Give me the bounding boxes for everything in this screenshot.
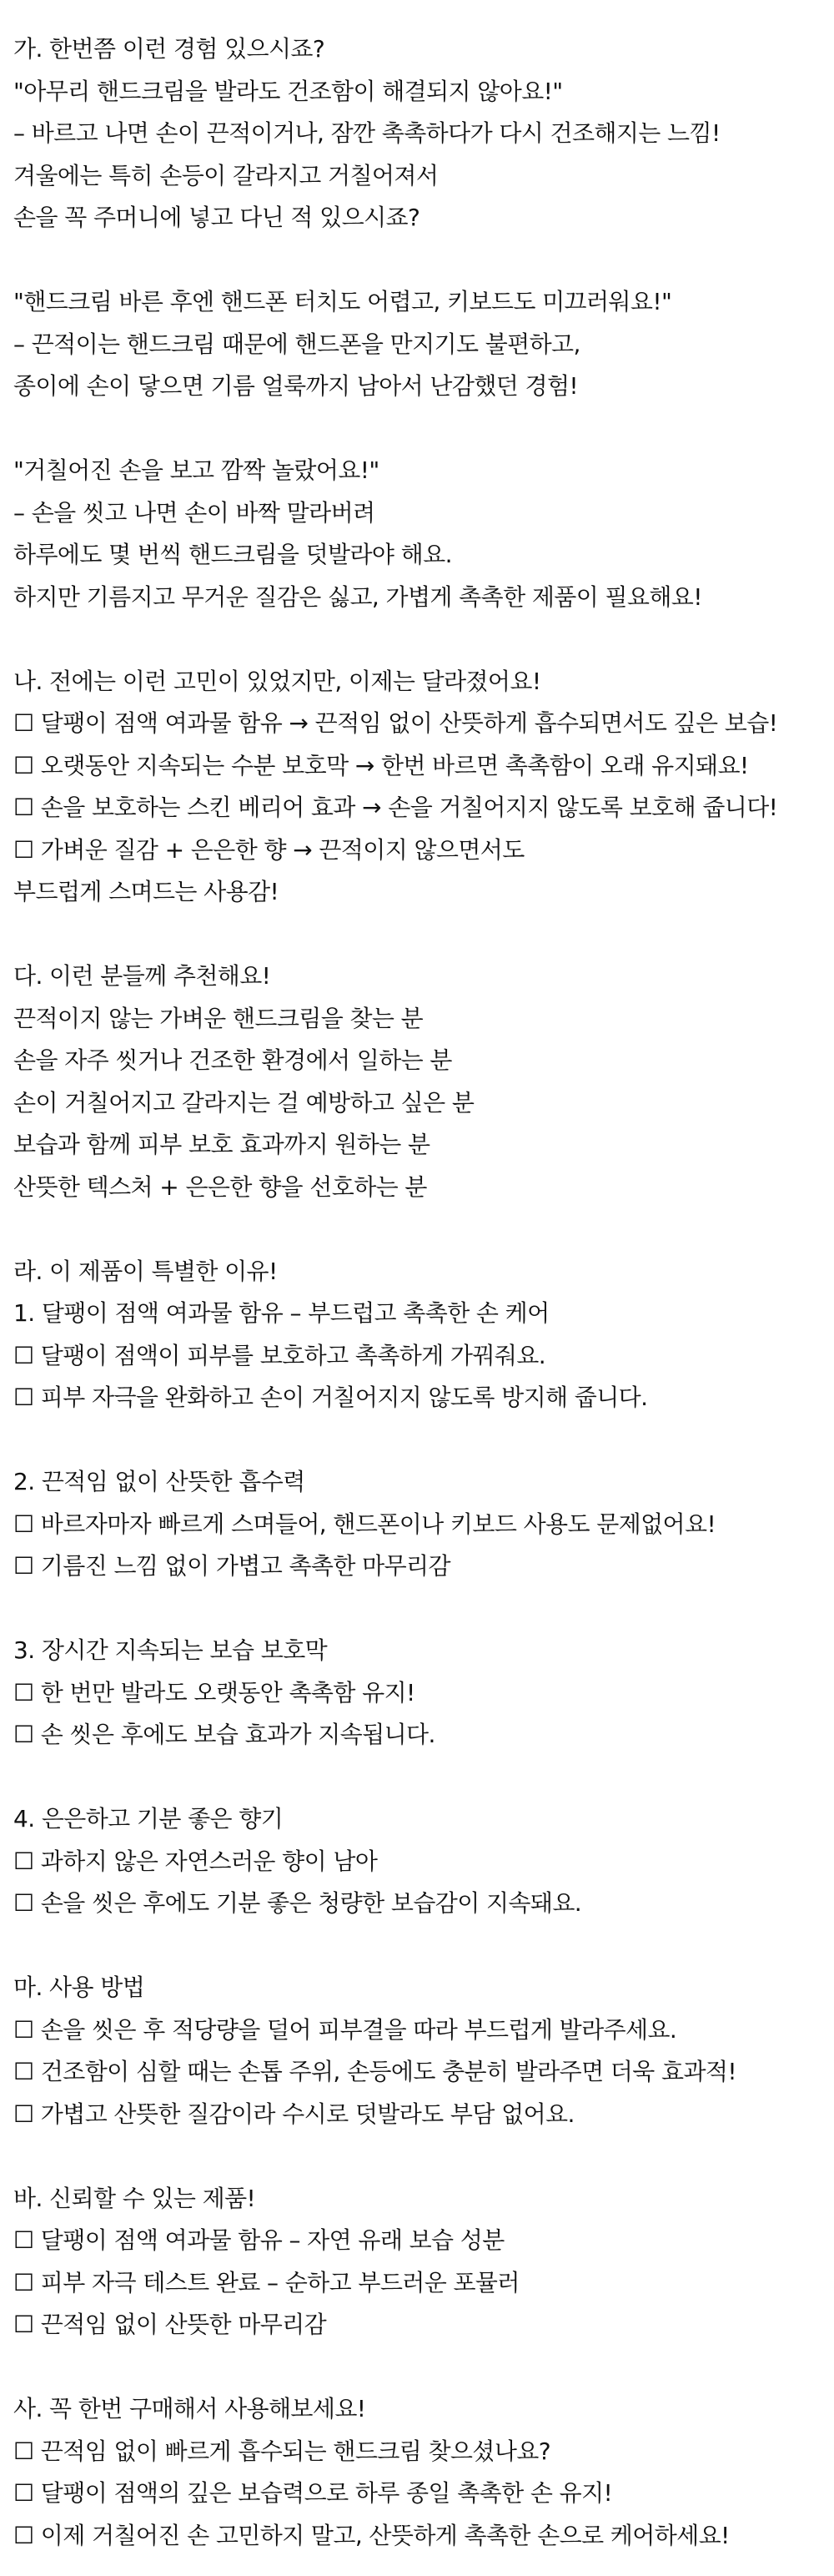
checklist-item: ☐ 달팽이 점액 여과물 함유 → 끈적임 없이 산뜻하게 흡수되면서도 깊은 보습! — [13, 709, 778, 737]
section-spacer — [13, 2347, 834, 2389]
blank-line — [13, 239, 834, 282]
section-na — [13, 661, 834, 914]
checklist-item: ☐ 기름진 느낌 없이 가볍고 촉촉한 마무리감 — [13, 1552, 450, 1580]
section-heading: 바. 신뢰할 수 있는 제품! — [13, 2184, 256, 2212]
checklist-item: ☐ 이제 거칠어진 손 고민하지 말고, 산뜻하게 촉촉한 손으로 케어하세요! — [13, 2521, 730, 2549]
checklist-item: ☐ 손 씻은 후에도 보습 효과가 지속됩니다. — [13, 1721, 435, 1748]
checklist-item: ☐ 바르자마자 빠르게 스며들어, 핸드폰이나 키보드 사용도 문제없어요! — [13, 1510, 716, 1538]
checklist-item: ☐ 가볍고 산뜻한 질감이라 수시로 덧발라도 부담 없어요. — [13, 2100, 575, 2128]
quote-line: "아무리 핸드크림을 발라도 건조함이 해결되지 않아요!" — [13, 77, 563, 105]
checklist-item: ☐ 끈적임 없이 산뜻한 마무리감 — [13, 2311, 327, 2338]
section-da — [13, 955, 834, 1208]
list-item: 손을 자주 씻거나 건조한 환경에서 일하는 분 — [13, 1046, 452, 1074]
checklist-item: ☐ 달팽이 점액 여과물 함유 – 자연 유래 보습 성분 — [13, 2226, 505, 2254]
section-heading: 나. 전에는 이런 고민이 있었지만, 이제는 달라졌어요! — [13, 667, 541, 695]
section-sa — [13, 2388, 834, 2557]
text-line: 종이에 손이 닿으면 기름 얼룩까지 남아서 난감했던 경험! — [13, 372, 579, 400]
section-ga — [13, 28, 834, 618]
section-spacer — [13, 1208, 834, 1251]
blank-line — [13, 1757, 834, 1799]
section-spacer — [13, 1925, 834, 1968]
checklist-item: ☐ 가벼운 질감 + 은은한 향 → 끈적이지 않으면서도 — [13, 835, 525, 864]
checklist-item: ☐ 달팽이 점액이 피부를 보호하고 촉촉하게 가꿔줘요. — [13, 1341, 546, 1369]
checklist-item: ☐ 달팽이 점액의 깊은 보습력으로 하루 종일 촉촉한 손 유지! — [13, 2479, 613, 2507]
section-heading: 사. 꼭 한번 구매해서 사용해보세요! — [13, 2395, 366, 2422]
checklist-item: ☐ 손을 보호하는 스킨 베리어 효과 → 손을 거칠어지지 않도록 보호해 줍니다! — [13, 794, 778, 821]
section-spacer — [13, 618, 834, 661]
section-spacer — [13, 914, 834, 956]
text-line: 손을 꼭 주머니에 넣고 다닌 적 있으시죠? — [13, 204, 420, 231]
text-line: 겨울에는 특히 손등이 갈라지고 거칠어져서 — [13, 161, 439, 189]
section-spacer — [13, 2135, 834, 2178]
checklist-item: ☐ 오랫동안 지속되는 수분 보호막 → 한번 바르면 촉촉함이 오래 유지돼요! — [13, 751, 749, 779]
list-item: 끈적이지 않는 가벼운 핸드크림을 찾는 분 — [13, 1004, 424, 1032]
subheading: 2. 끈적임 없이 산뜻한 흡수력 — [13, 1468, 305, 1495]
text-line: – 손을 씻고 나면 손이 바짝 말라버려 — [13, 498, 375, 527]
list-item: 보습과 함께 피부 보호 효과까지 원하는 분 — [13, 1131, 430, 1158]
checklist-item: ☐ 건조함이 심할 때는 손톱 주위, 손등에도 충분히 발라주면 더욱 효과적! — [13, 2058, 736, 2085]
text-line: – 끈적이는 핸드크림 때문에 핸드폰을 만지기도 불편하고, — [13, 330, 580, 358]
checklist-item: ☐ 과하지 않은 자연스러운 향이 남아 — [13, 1847, 378, 1875]
checklist-item: ☐ 한 번만 발라도 오랫동안 촉촉함 유지! — [13, 1678, 415, 1706]
checklist-item: ☐ 피부 자극 테스트 완료 – 순하고 부드러운 포뮬러 — [13, 2268, 520, 2296]
subheading: 1. 달팽이 점액 여과물 함유 – 부드럽고 촉촉한 손 케어 — [13, 1299, 550, 1327]
section-heading: 다. 이런 분들께 추천해요! — [13, 962, 271, 990]
blank-line — [13, 1419, 834, 1462]
blank-line — [13, 1588, 834, 1631]
section-heading: 마. 사용 방법 — [13, 1974, 145, 2001]
checklist-item: ☐ 손을 씻은 후에도 기분 좋은 청량한 보습감이 지속돼요. — [13, 1889, 582, 1917]
text-line: 하지만 기름지고 무거운 질감은 싫고, 가볍게 촉촉한 제품이 필요해요! — [13, 582, 702, 611]
list-item: 손이 거칠어지고 갈라지는 걸 예방하고 싶은 분 — [13, 1088, 475, 1117]
list-item: 산뜻한 텍스처 + 은은한 향을 선호하는 분 — [13, 1172, 427, 1201]
checklist-item: ☐ 피부 자극을 완화하고 손이 거칠어지지 않도록 방지해 줍니다. — [13, 1384, 648, 1411]
subheading: 4. 은은하고 기분 좋은 향기 — [13, 1805, 284, 1832]
text-line: – 바르고 나면 손이 끈적이거나, 잠깐 촉촉하다가 다시 건조해지는 느낌! — [13, 119, 721, 147]
text-line: 부드럽게 스며드는 사용감! — [13, 878, 279, 905]
section-heading: 가. 한번쯤 이런 경험 있으시죠? — [13, 35, 325, 63]
section-ba — [13, 2178, 834, 2347]
text-line: 하루에도 몇 번씩 핸드크림을 덧발라야 해요. — [13, 541, 452, 568]
checklist-item: ☐ 손을 씻은 후 적당량을 덜어 피부결을 따라 부드럽게 발라주세요. — [13, 2015, 677, 2044]
quote-line: "거칠어진 손을 보고 깜짝 놀랐어요!" — [13, 456, 379, 484]
subheading: 3. 장시간 지속되는 보습 보호막 — [13, 1636, 328, 1664]
section-ra — [13, 1251, 834, 1925]
section-heading: 라. 이 제품이 특별한 이유! — [13, 1257, 278, 1285]
section-ma — [13, 1967, 834, 2135]
blank-line — [13, 408, 834, 451]
quote-line: "핸드크림 바른 후엔 핸드폰 터치도 어렵고, 키보드도 미끄러워요!" — [13, 288, 672, 315]
checklist-item: ☐ 끈적임 없이 빠르게 흡수되는 핸드크림 찾으셨나요? — [13, 2437, 550, 2465]
